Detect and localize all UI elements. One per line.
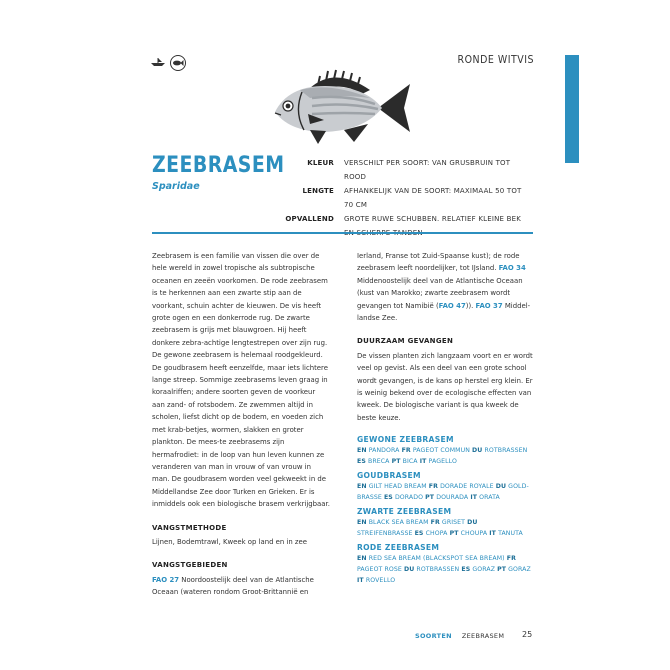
language-code: ES <box>461 566 471 574</box>
text-span: Ierland, Franse tot Zuid-Spaanse kust); de rode zeebrasem leeft noordelijker, tot IJsland. <box>357 252 520 273</box>
language-code: FR <box>430 519 440 527</box>
section-text: De vissen planten zich langzaam voort en er wordt veel op gevist. Als een deel van een grote school wordt gevangen, is de kans op herstel erg klein. Er is weinig bekend over de ecologische effecten van kweek. De biologische variant is qua kweek de beste keuze. <box>357 351 533 422</box>
language-code: FR <box>428 483 438 491</box>
section-heading: VANGSTGEBIEDEN <box>152 561 228 570</box>
species-names <box>357 445 535 467</box>
text-span: )). <box>465 301 476 310</box>
species-names <box>357 553 535 586</box>
translated-name: ROTBRASSEN <box>416 566 460 574</box>
translated-name: PAGEOT ROSE <box>357 566 402 574</box>
intro-paragraph: Zeebrasem is een familie van vissen die over de hele wereld in zowel tropische als subtropische oceanen en zeeën voorkomen. De rode zeebrasem is te herkennen aan een zwarte stip aan de voorkant, schuin achter de kieuwen. De vis heeft grote ogen en een donkerrode rug. De zwarte zeebrasem is grijs met blauwgroen. Hij heeft donkere zebra-achtige lengtestrepen over zijn rug. De gewone zeebrasem is helemaal roodgekleurd. De goudbrasem heeft eenzelfde, maar iets lichtere lange streep. Sommige zeebrasems leven graag in koraalriffen; andere soorten geven de voorkeur aan zand- of rotsbodem. Ze zwemmen altijd in scholen, liefst dicht op de bodem, en voeden zich met krab-betjes, wormen, slakken en groter plankton. De mees-te zeebrasems zijn hermafrodiet: in de loop van hun leven kunnen ze veranderen van man in vrouw of van vrouw in man. De goudbrasem worden veel gekweekt in de Middellandse Zee door Turken en Grieken. Er is inmiddels ook een biologische brasem verkrijgbaar. <box>152 252 330 509</box>
language-code: EN <box>357 447 367 455</box>
property-key: OPVALLEND <box>285 215 334 223</box>
section-text <box>152 574 330 599</box>
language-code: FR <box>401 447 411 455</box>
species-list <box>357 434 535 586</box>
translated-name: ROTBRASSEN <box>484 447 528 455</box>
boat-icon <box>150 57 166 69</box>
language-code: EN <box>357 519 367 527</box>
translated-name: GOLD-BRASSE <box>357 483 529 502</box>
translated-name: DORADE ROYALE <box>440 483 494 491</box>
language-code: ES <box>414 530 424 538</box>
section-heading: DUURZAAM GEVANGEN <box>357 337 454 346</box>
language-code: DU <box>495 483 507 491</box>
species-title: ZWARTE ZEEBRASEM <box>357 507 452 517</box>
language-code: DU <box>467 519 478 527</box>
fao-code: FAO 47 <box>438 301 466 310</box>
fao-code: FAO 34 <box>498 264 526 273</box>
property-value: GROTE RUWE SCHUBBEN. RELATIEF KLEINE BEK <box>344 215 521 223</box>
page-number: 25 <box>522 630 533 639</box>
divider <box>152 232 533 234</box>
species-block <box>357 434 535 467</box>
footer <box>415 632 504 640</box>
language-code: FR <box>506 555 516 563</box>
running-head: RONDE WITVIS <box>457 54 534 66</box>
property-row <box>262 156 542 184</box>
translated-name: GILT HEAD BREAM <box>368 483 427 491</box>
fao-code: FAO 37 <box>475 301 503 310</box>
language-code: DU <box>472 447 483 455</box>
translated-name: GORAZ <box>472 566 496 574</box>
language-code: EN <box>357 555 367 563</box>
section-text: Lijnen, Bodemtrawl, Kweek op land en in zee <box>152 537 308 546</box>
fish-icon <box>170 55 186 71</box>
translated-name: CHOPA <box>425 530 448 538</box>
text-span: Middenoostelijk deel van de Atlantische Oceaan (kust van Marokko; zwarte zeebrasem wordt gevangen tot Namibië ( <box>357 276 523 310</box>
translated-name: BICA <box>402 458 418 466</box>
left-column <box>152 250 330 599</box>
species-names <box>357 481 535 503</box>
translated-name: PANDORA <box>368 447 400 455</box>
language-code: IT <box>489 530 496 538</box>
translated-name: GRISET <box>441 519 466 527</box>
translated-name: ORATA <box>479 494 500 502</box>
species-block <box>357 506 535 539</box>
property-key: LENGTE <box>302 187 334 195</box>
translated-name: CHOUPA <box>460 530 488 538</box>
language-code: PT <box>449 530 459 538</box>
chapter-tab <box>565 55 579 163</box>
language-code: ES <box>383 494 393 502</box>
language-code: IT <box>419 458 427 466</box>
footer-section: SOORTEN <box>415 632 452 640</box>
text-span: Noordoostelijk deel van de Atlantische Oceaan (wateren rondom Groot-Brittannië en <box>152 575 314 597</box>
property-value: VERSCHILT PER SOORT: VAN GRUSBRUIN TOT ROOD <box>344 159 511 181</box>
translated-name: TANUTA <box>498 530 523 538</box>
property-value: AFHANKELIJK VAN DE SOORT: MAXIMAAL 50 TOT 70 CM <box>344 187 522 209</box>
language-code: IT <box>357 577 364 585</box>
translated-name: STREIFENBRASSE <box>357 530 413 538</box>
translated-name: GORAZ <box>508 566 531 574</box>
language-code: ES <box>357 458 366 466</box>
sea-bream-illustration <box>270 68 415 152</box>
language-code: PT <box>391 458 401 466</box>
language-code: PT <box>425 494 435 502</box>
translated-name: BLACK SEA BREAM <box>368 519 429 527</box>
right-column <box>357 250 535 586</box>
property-key: KLEUR <box>307 159 334 167</box>
translated-name: BRECA <box>367 458 390 466</box>
language-code: PT <box>497 566 507 574</box>
language-code: IT <box>470 494 478 502</box>
property-row <box>262 184 542 212</box>
scientific-name: Sparidae <box>152 181 200 192</box>
translated-name: PAGELLO <box>428 458 457 466</box>
text-span: Middel-landse Zee. <box>357 301 531 323</box>
properties-table <box>262 156 542 240</box>
translated-name: RED SEA BREAM (BLACKSPOT SEA BREAM) <box>368 555 505 563</box>
footer-name: ZEEBRASEM <box>461 632 505 640</box>
language-code: EN <box>357 483 367 491</box>
species-block <box>357 542 535 586</box>
translated-name: DORADO <box>394 494 424 502</box>
fao-code: FAO 27 <box>152 575 180 584</box>
species-names <box>357 517 535 539</box>
fishing-method-badge <box>150 55 186 71</box>
translated-name: ROVELLO <box>365 577 396 585</box>
section-text <box>357 250 535 324</box>
translated-name: DOURADA <box>436 494 469 502</box>
species-title: GOUDBRASEM <box>357 471 421 481</box>
species-block <box>357 470 535 503</box>
species-title: RODE ZEEBRASEM <box>357 543 440 553</box>
translated-name: PAGEOT COMMUN <box>412 447 470 455</box>
language-code: DU <box>403 566 415 574</box>
species-title: GEWONE ZEEBRASEM <box>357 435 454 445</box>
property-row <box>262 212 542 240</box>
page-title: ZEEBRASEM <box>152 153 285 178</box>
section-heading: VANGSTMETHODE <box>152 523 227 532</box>
